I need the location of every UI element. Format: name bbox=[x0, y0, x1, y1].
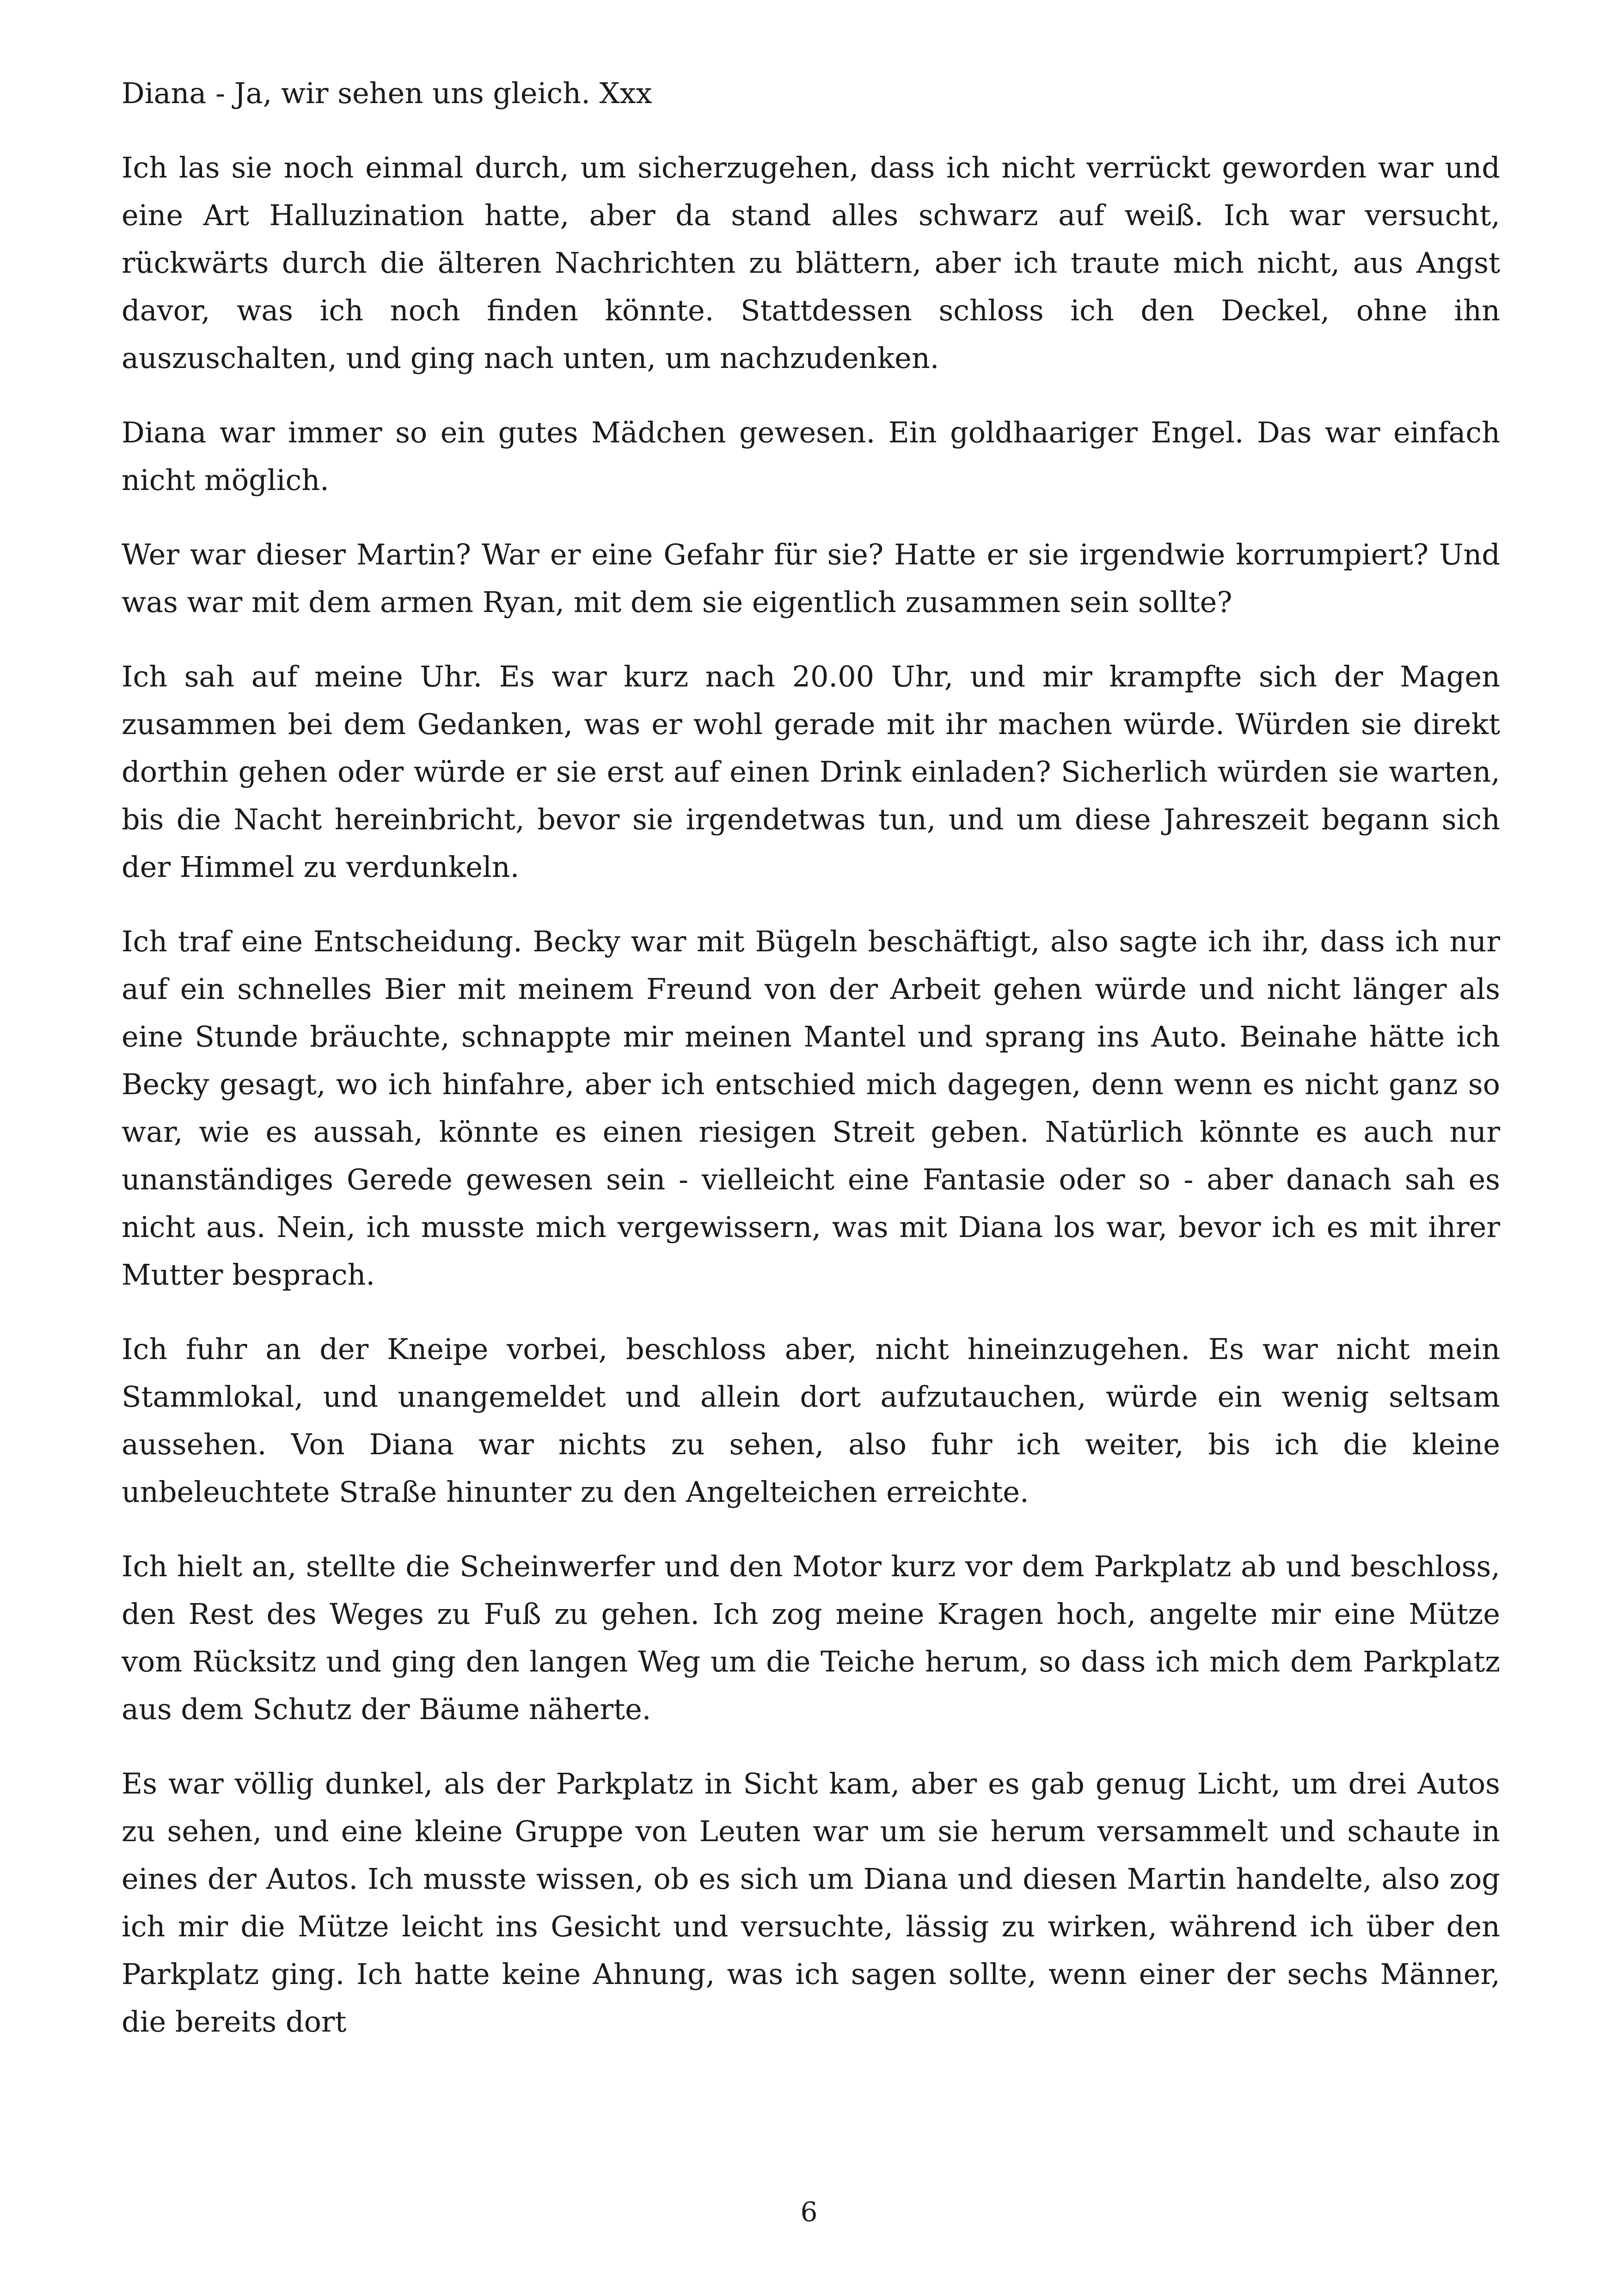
paragraph-1: Diana - Ja, wir sehen uns gleich. Xxx bbox=[122, 76, 652, 110]
paragraph-6: Ich traf eine Entscheidung. Becky war mit Bügeln beschäftigt, also sagte ich ihr, dass ich nur auf ein schnelles Bier mit meinem Freund von der Arbeit gehen würde und nicht länger als eine Stunde bräuchte, schnappte mir meinen Mantel und sprang ins Auto. Beinahe hätte ich Becky gesagt, wo ich hinfahre, aber ich entschied mich dagegen, denn wenn es nicht ganz so war, wie es aussah, könnte es einen riesigen Streit geben. Natürlich könnte es auch nur unanständiges Gerede gewesen sein - vielleicht eine Fantasie oder so - aber danach sah es nicht aus. Nein, ich musste mich vergewissern, was mit Diana los war, bevor ich es mit ihrer Mutter besprach. bbox=[122, 925, 1500, 1292]
paragraph-7: Ich fuhr an der Kneipe vorbei, beschloss aber, nicht hineinzugehen. Es war nicht mein Stammlokal, und unangemeldet und allein dort aufzutauchen, würde ein wenig seltsam aussehen. Von Diana war nichts zu sehen, also fuhr ich weiter, bis ich die kleine unbeleuchtete Straße hinunter zu den Angelteichen erreichte. bbox=[122, 1332, 1500, 1509]
paragraph-8: Ich hielt an, stellte die Scheinwerfer und den Motor kurz vor dem Parkplatz ab und beschloss, den Rest des Weges zu Fuß zu gehen. Ich zog meine Kragen hoch, angelte mir eine Mütze vom Rücksitz und ging den langen Weg um die Teiche herum, so dass ich mich dem Parkplatz aus dem Schutz der Bäume näherte. bbox=[122, 1549, 1500, 1726]
page-body bbox=[122, 69, 1500, 2072]
paragraph-3: Diana war immer so ein gutes Mädchen gewesen. Ein goldhaariger Engel. Das war einfach nicht möglich. bbox=[122, 416, 1500, 497]
paragraph-2: Ich las sie noch einmal durch, um sicherzugehen, dass ich nicht verrückt geworden war und eine Art Halluzination hatte, aber da stand alles schwarz auf weiß. Ich war versucht, rückwärts durch die älteren Nachrichten zu blättern, aber ich traute mich nicht, aus Angst davor, was ich noch finden könnte. Stattdessen schloss ich den Deckel, ohne ihn auszuschalten, und ging nach unten, um nachzudenken. bbox=[122, 151, 1500, 375]
paragraph-4: Wer war dieser Martin? War er eine Gefahr für sie? Hatte er sie irgendwie korrumpiert? Und was war mit dem armen Ryan, mit dem sie eigentlich zusammen sein sollte? bbox=[122, 538, 1500, 619]
paragraph-9: Es war völlig dunkel, als der Parkplatz in Sicht kam, aber es gab genug Licht, um drei Autos zu sehen, und eine kleine Gruppe von Leuten war um sie herum versammelt und schaute in eines der Autos. Ich musste wissen, ob es sich um Diana und diesen Martin handelte, also zog ich mir die Mütze leicht ins Gesicht und versuchte, lässig zu wirken, während ich über den Parkplatz ging. Ich hatte keine Ahnung, was ich sagen sollte, wenn einer der sechs Männer, die bereits dort bbox=[122, 1767, 1500, 2039]
paragraph-5: Ich sah auf meine Uhr. Es war kurz nach 20.00 Uhr, und mir krampfte sich der Magen zusammen bei dem Gedanken, was er wohl gerade mit ihr machen würde. Würden sie direkt dorthin gehen oder würde er sie erst auf einen Drink einladen? Sicherlich würden sie warten, bis die Nacht hereinbricht, bevor sie irgendetwas tun, und um diese Jahreszeit begann sich der Himmel zu verdunkeln. bbox=[122, 660, 1500, 884]
page-number: 6 bbox=[800, 2196, 818, 2228]
